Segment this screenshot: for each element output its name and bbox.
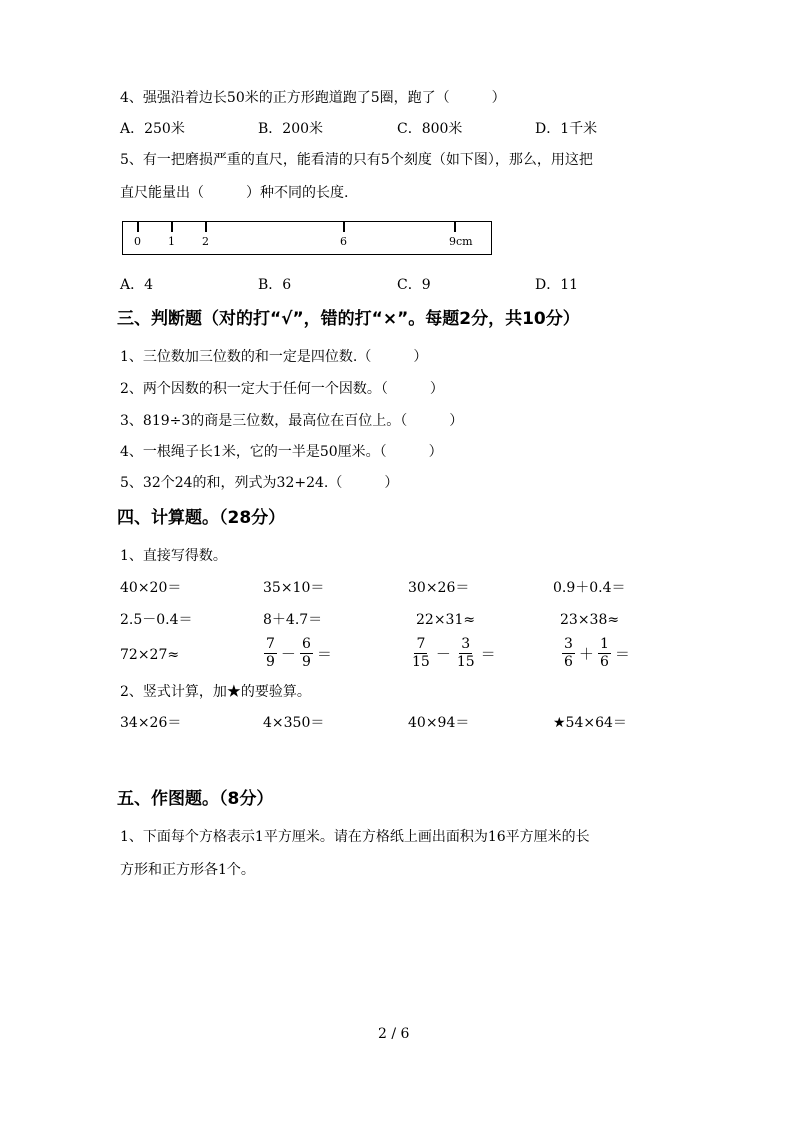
denominator: 9: [266, 654, 275, 670]
q5-option-d: D．11: [535, 277, 579, 293]
calc-item: 40×94＝: [408, 715, 470, 731]
section3-title: 三、判断题（对的打“√”，错的打“×”。每题2分，共10分）: [117, 309, 580, 329]
ruler-figure: [122, 221, 492, 255]
calc-item: 22×31≈: [416, 612, 476, 628]
calc-item: 4×350＝: [263, 715, 325, 731]
denominator: 9: [301, 654, 311, 670]
fraction-expression: [408, 637, 498, 670]
section4-sub2: 2、竖式计算，加★的要验算。: [120, 684, 311, 700]
ruler-tick-label: 2: [202, 235, 209, 248]
q5-option-a: A．4: [120, 277, 154, 293]
equals-sign: ＝: [480, 645, 496, 663]
ruler-tick-label: 0: [134, 235, 141, 248]
numerator: 6: [301, 636, 311, 652]
equals-sign: ＝: [614, 645, 630, 663]
q5-stem-line2: 直尺能量出（ ）种不同的长度.: [120, 185, 349, 201]
operator: －: [280, 645, 296, 663]
denominator: 15: [412, 654, 430, 670]
section4-sub1: 1、直接写得数。: [120, 548, 227, 564]
calc-item: 35×10＝: [263, 580, 325, 596]
fraction: [264, 637, 277, 670]
numerator: 3: [461, 636, 471, 652]
fraction-expression: [560, 637, 632, 670]
calc-item: 8＋4.7＝: [263, 612, 323, 628]
section5-title: 五、作图题。（8分）: [117, 789, 274, 809]
numerator: 7: [416, 636, 426, 652]
q5-stem-line1: 5、有一把磨损严重的直尺，能看清的只有5个刻度（如下图），那么，用这把: [120, 152, 593, 168]
judge-item: 3、819÷3的商是三位数，最高位在百位上。（ ）: [120, 413, 464, 429]
section5-line1: 1、下面每个方格表示1平方厘米。请在方格纸上画出面积为16平方厘米的长: [120, 829, 590, 845]
fraction: [410, 637, 432, 670]
equals-sign: ＝: [316, 645, 332, 663]
operator: ＋: [578, 645, 594, 663]
judge-item: 2、两个因数的积一定大于任何一个因数。（ ）: [120, 381, 444, 397]
fraction: [562, 637, 575, 670]
denominator: 15: [456, 654, 475, 670]
calc-item: 34×26＝: [120, 715, 182, 731]
q4-option-a: A．250米: [120, 121, 185, 137]
judge-item: 4、一根绳子长1米，它的一半是50厘米。（ ）: [120, 444, 443, 460]
calc-item: 40×20＝: [120, 580, 182, 596]
ruler-tick: [343, 222, 345, 232]
ruler-tick: [454, 222, 456, 232]
judge-item: 1、三位数加三位数的和一定是四位数.（ ）: [120, 349, 428, 365]
operator: －: [435, 645, 451, 663]
calc-item: ★54×64＝: [553, 715, 627, 731]
denominator: 6: [564, 654, 573, 670]
q4-option-b: B．200米: [258, 121, 324, 137]
ruler-tick: [205, 222, 207, 232]
q5-option-c: C．9: [397, 277, 431, 293]
fraction: [455, 637, 477, 670]
calc-item: 72×27≈: [120, 647, 180, 663]
section4-title: 四、计算题。（28分）: [117, 508, 286, 528]
calc-item: 0.9＋0.4＝: [553, 580, 626, 596]
numerator: 1: [599, 636, 609, 652]
ruler-tick-label: 6: [340, 235, 347, 248]
fraction: [300, 637, 313, 670]
numerator: 3: [564, 636, 573, 652]
calc-item: 30×26＝: [408, 580, 470, 596]
q4-option-c: C．800米: [397, 121, 463, 137]
fraction: [598, 637, 611, 670]
numerator: 7: [266, 636, 275, 652]
q4-option-d: D．1千米: [535, 121, 598, 137]
q4-stem: 4、强强沿着边长50米的正方形跑道跑了5圈，跑了（ ）: [120, 90, 506, 106]
q5-option-b: B．6: [258, 277, 292, 293]
ruler-tick-label: 1: [168, 235, 175, 248]
ruler-tick: [171, 222, 173, 232]
ruler-tick-label: 9cm: [449, 235, 473, 248]
calc-item: 23×38≈: [560, 612, 620, 628]
judge-item: 5、32个24的和，列式为32+24.（ ）: [120, 475, 399, 491]
page-number: 2 / 6: [378, 1026, 410, 1042]
section5-line2: 方形和正方形各1个。: [120, 862, 255, 878]
ruler-tick: [137, 222, 139, 232]
denominator: 6: [599, 654, 609, 670]
fraction-expression: [262, 637, 334, 670]
calc-item: 2.5－0.4＝: [120, 612, 193, 628]
